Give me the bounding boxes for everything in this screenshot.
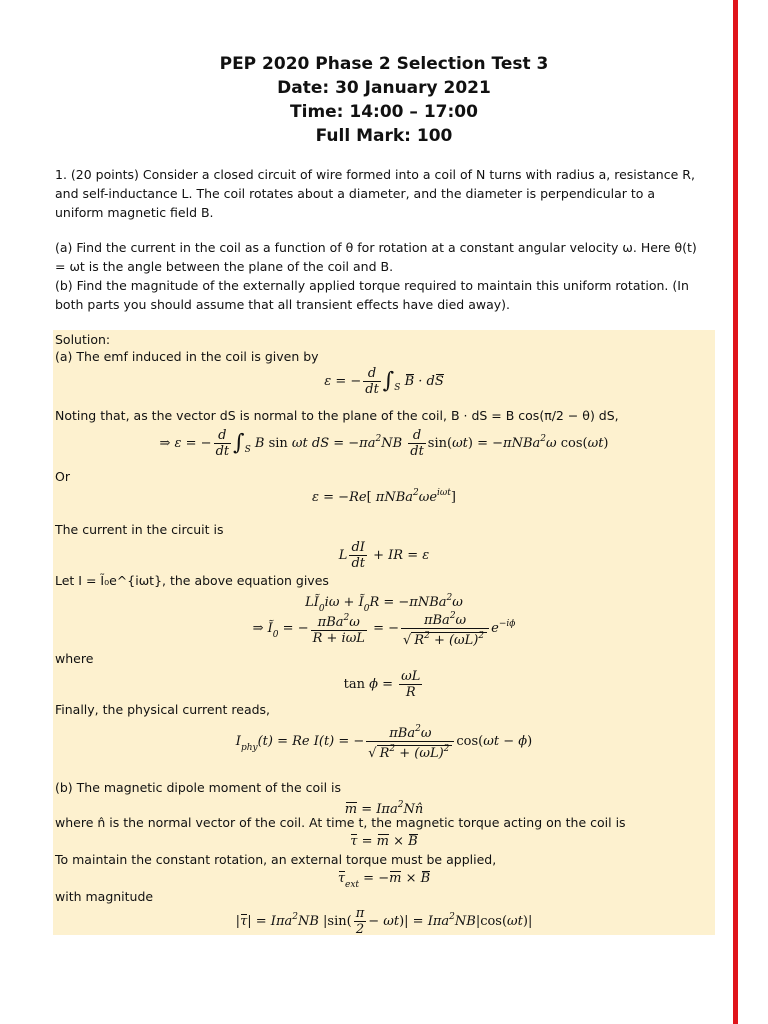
full-mark: Full Mark: 100: [315, 126, 453, 146]
question-part-a: (a) Find the current in the coil as a function of θ for rotation at a constant angular velocity ω. Here θ(t) = ωt is the angle between the plane of the coil and B.: [55, 240, 697, 274]
exam-time: Time: 14:00 – 17:00: [290, 102, 478, 122]
current-intro: The current in the circuit is: [55, 522, 224, 537]
where-n-text: where n̂ is the normal vector of the coil. At time t, the magnetic torque acting on the coil is: [55, 815, 626, 830]
noting-text: Noting that, as the vector dS is normal to the plane of the coil, B · dS = B cos(π/2 − θ) dS,: [55, 408, 619, 423]
emf-complex: ε = −Re[ $\pi NBa^2\omega e^{i\omega t}$]: [312, 488, 456, 505]
solution-heading: Solution:: [55, 332, 111, 347]
emf-derivation: ⇒ ε = − $\frac{d}{dt}$ $\int_S$ B sin ωt dS = $-\pi a^2NB$ $\frac{d}{dt}$ sin(ωt) = −πNBa$^2$ω cos(ωt): [159, 428, 609, 459]
maintain-text: To maintain the constant rotation, an external torque must be applied,: [55, 852, 497, 867]
question-intro: 1. (20 points) Consider a closed circuit of wire formed into a coil of N turns with radius a, resistance R, and self-inductance L. The coil rotates about a diameter, and the diameter is perpendicular to a uniform magnetic field B.: [55, 167, 695, 220]
or-text: Or: [55, 469, 70, 484]
torque-equation: τ = m × B: [350, 834, 418, 849]
magnitude-text: with magnitude: [55, 889, 154, 904]
exam-date: Date: 30 January 2021: [277, 78, 491, 98]
torque-magnitude: |τ| = Iπa$^2$NB |sin( $\frac{\pi}{2}$ − ωt)| = Iπa$^2$NB|cos(ωt)|: [235, 906, 533, 937]
amplitude-solution: ⇒ $Ĩ_0$ = − $\frac{\pi Ba^2\omega}{\text{R + iωL}}$ = − $\frac{\pi Ba^2\omega}{√ R^2 + (\omega L)^2}$ $e^{-i\phi}$: [252, 611, 516, 648]
let-text: Let I = Ĩ₀e^{iωt}, the above equation gives: [55, 573, 329, 588]
dipole-moment: m = Iπa$^2$Nn̂: [344, 800, 424, 817]
question-part-b: (b) Find the magnitude of the externally applied torque required to maintain this uniform rotation. (In both parts you should assume that all transient effects have died away).: [55, 278, 689, 312]
where-text: where: [55, 651, 94, 666]
emf-equation: ε = − $\frac{d}{dt}$ $\int_S$ B · dS: [324, 366, 444, 397]
amplitude-equation: $LĨ_0i\omega$ + $Ĩ_0R = -\pi NBa^2\omega$: [305, 593, 463, 614]
physical-current: $I_{phy}(t) = Re$ I(t) = − $\frac{\pi Ba^2\omega}{√ R^2 + (\omega L)^2}$ cos(ωt − ϕ): [235, 724, 533, 761]
exam-title: PEP 2020 Phase 2 Selection Test 3: [219, 54, 549, 74]
solution-b-intro: (b) The magnetic dipole moment of the coil is: [55, 780, 342, 795]
finally-text: Finally, the physical current reads,: [55, 702, 271, 717]
external-torque: $\tau_{ext} = -m \times B$: [337, 871, 431, 890]
phase-equation: tan ϕ = $\frac{\omega L}{R}$: [343, 669, 421, 700]
circuit-equation: L $\frac{dI}{dt}$ + IR = ε: [338, 540, 430, 571]
solution-a-intro: (a) The emf induced in the coil is given by: [55, 349, 319, 364]
